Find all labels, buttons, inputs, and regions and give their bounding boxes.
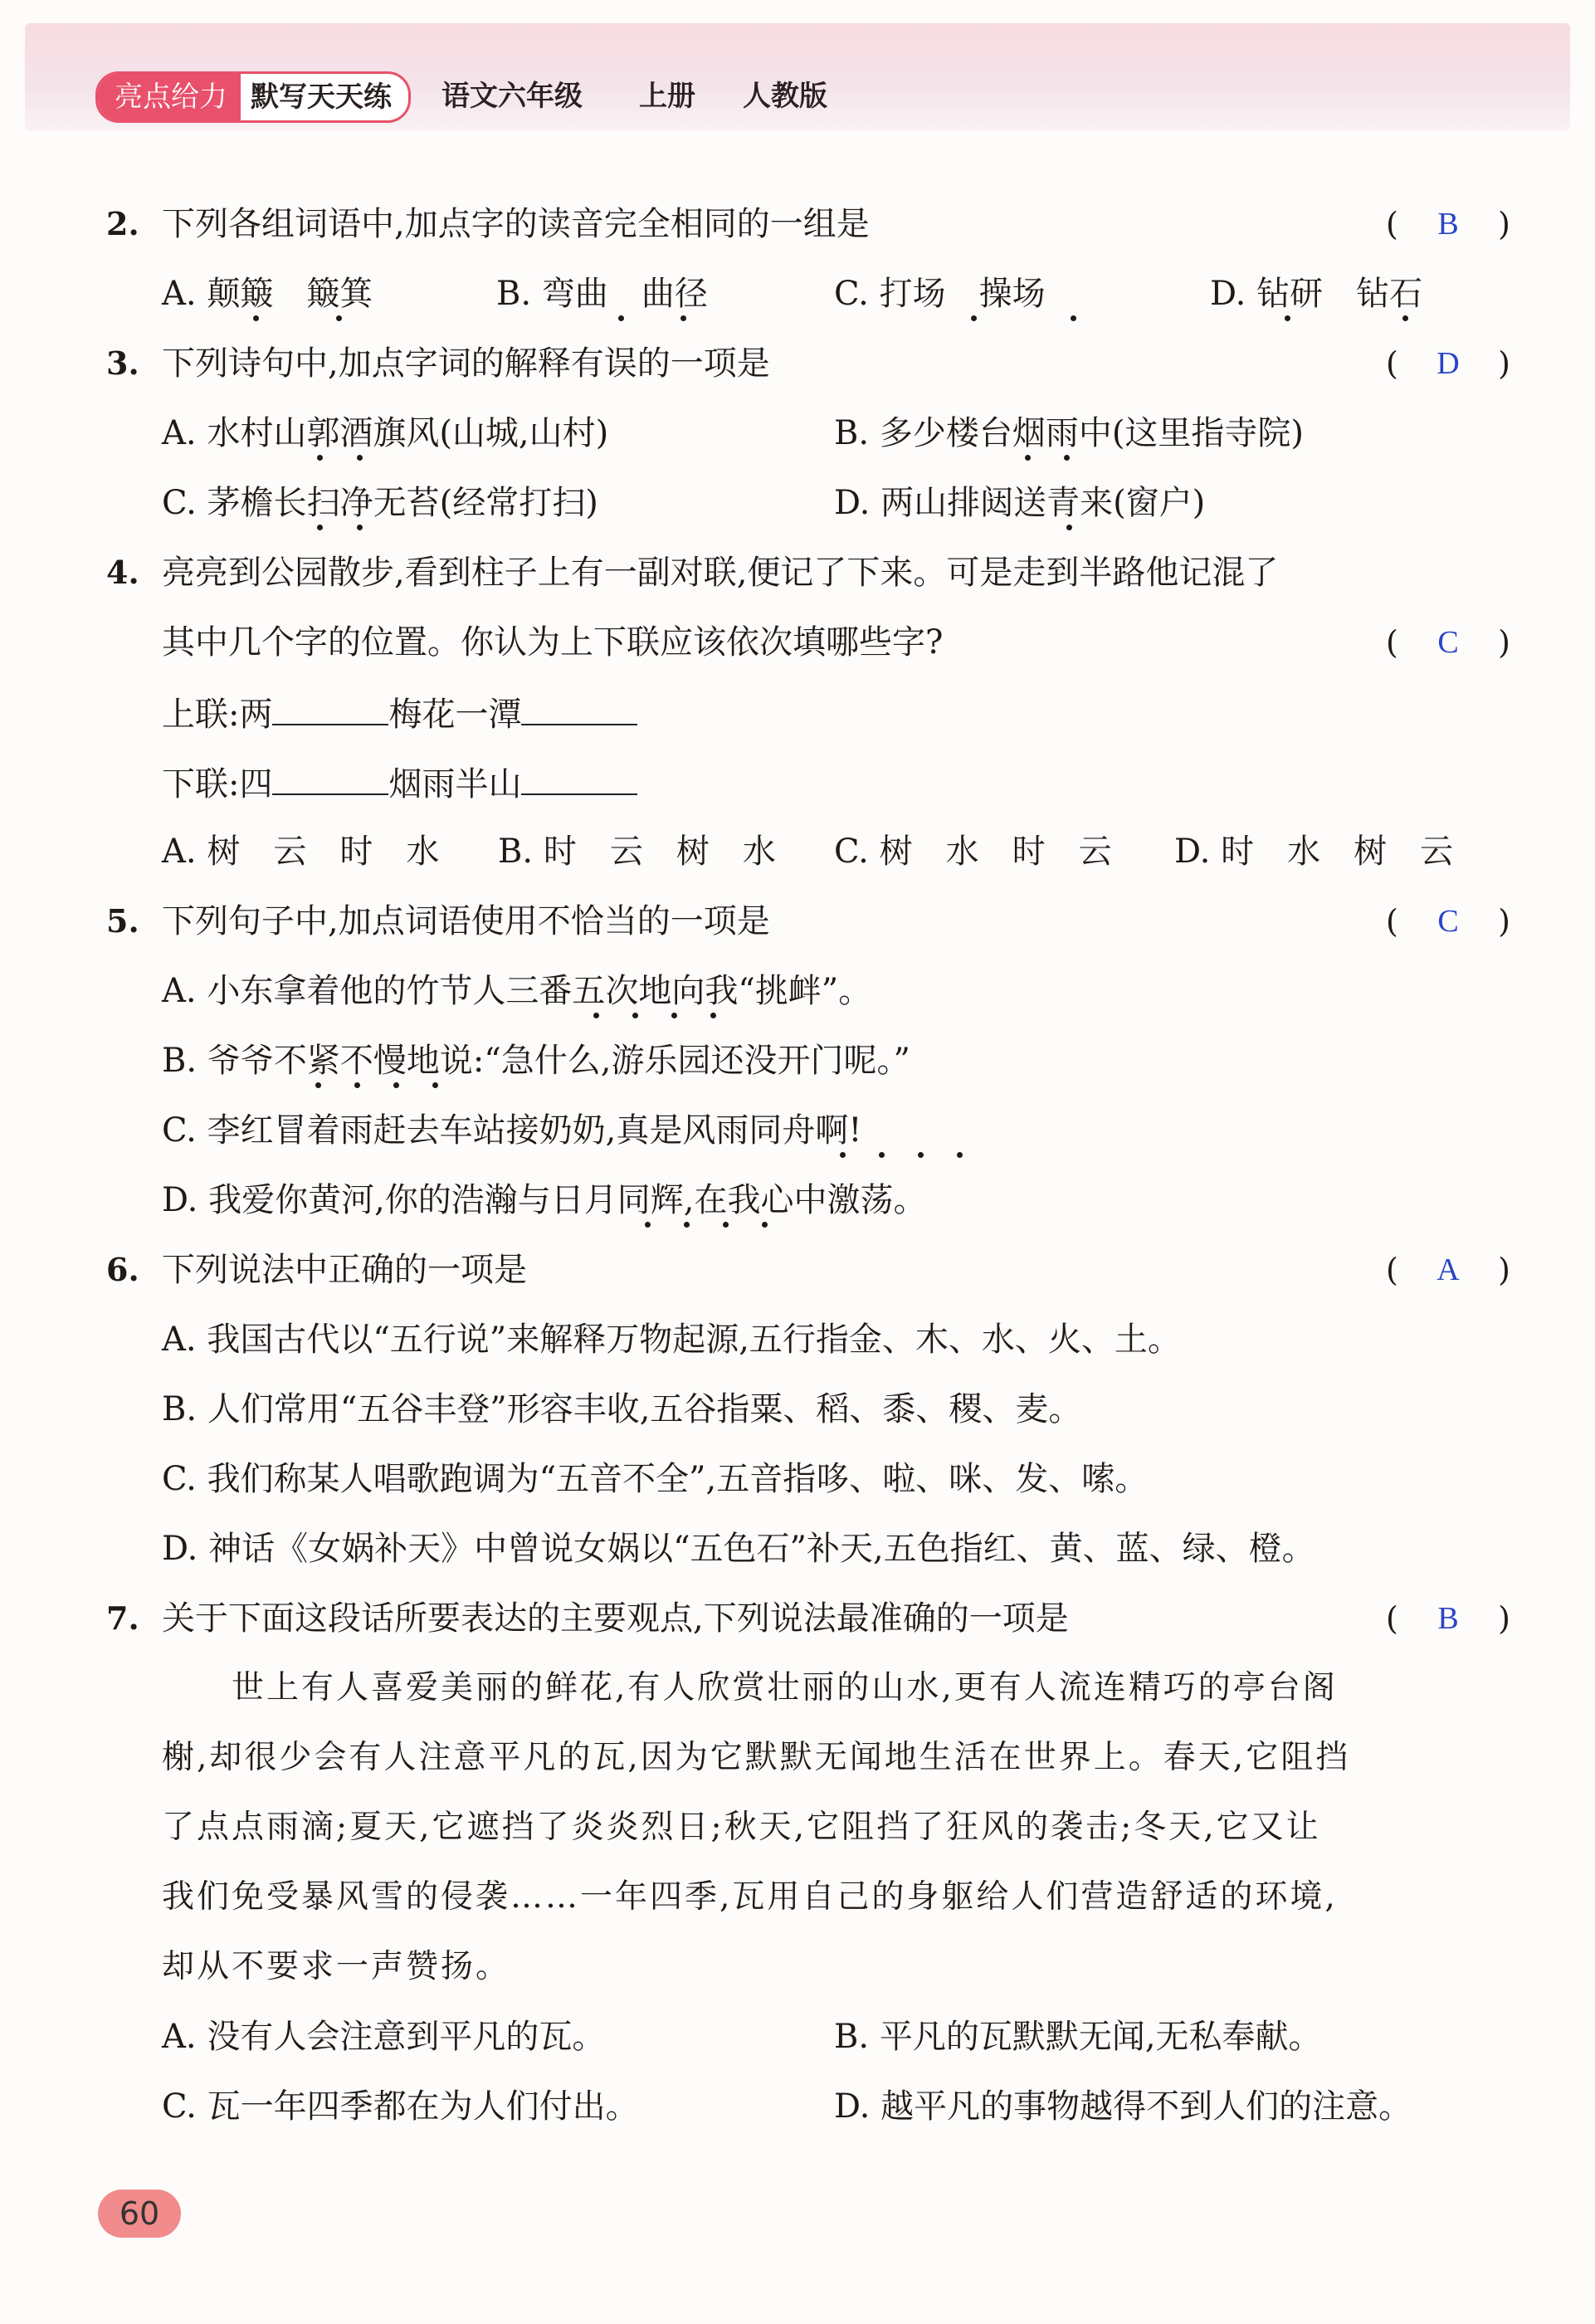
emphasis-dot bbox=[393, 1082, 399, 1088]
series-brand-badge bbox=[95, 71, 411, 123]
emphasis-dot bbox=[645, 1222, 651, 1228]
emphasis-dot bbox=[1025, 455, 1031, 461]
passage-line: 榭,却很少会有人注意平凡的瓦,因为它默默无闻地生活在世界上。春天,它阻挡 bbox=[162, 1739, 1351, 1776]
option-b: B. 弯曲 曲径 bbox=[496, 275, 708, 313]
emphasis-dot bbox=[1402, 315, 1408, 321]
option-c: C. 瓦一年四季都在为人们付出。 bbox=[162, 2087, 639, 2126]
paren-open: ( bbox=[1386, 206, 1398, 242]
emphasis-dot bbox=[671, 1013, 677, 1018]
paren-open: ( bbox=[1386, 345, 1398, 382]
answer-value: C bbox=[1437, 904, 1459, 939]
emphasis-dot bbox=[1066, 525, 1072, 530]
emphasis-dot bbox=[1071, 315, 1076, 321]
couplet-lower bbox=[162, 757, 637, 809]
option-a: A. 我国古代以“五行说”来解释万物起源,五行指金、木、水、火、土。 bbox=[162, 1321, 1181, 1359]
option-d: D. 越平凡的事物越得不到人们的注意。 bbox=[834, 2087, 1412, 2126]
passage-line: 了点点雨滴;夏天,它遮挡了炎炎烈日;秋天,它阻挡了狂风的袭击;冬天,它又让 bbox=[162, 1809, 1321, 1846]
passage-line: 我们免受暴风雪的侵袭……一年四季,瓦用自己的身躯给人们营造舒适的环境, bbox=[162, 1878, 1338, 1916]
question-number: 2. bbox=[106, 205, 139, 242]
answer-box bbox=[1386, 199, 1510, 249]
paren-open: ( bbox=[1386, 1600, 1398, 1637]
answer-value: A bbox=[1436, 1252, 1460, 1287]
question-stem: 下列说法中正确的一项是 bbox=[162, 1251, 527, 1289]
option-c: C. 李红冒着雨赶去车站接奶奶,真是风雨同舟啊! bbox=[162, 1111, 862, 1150]
option-a: A. 水村山郭酒旗风(山城,山村) bbox=[162, 414, 609, 452]
emphasis-dot bbox=[1064, 455, 1070, 461]
option-c: C. 我们称某人唱歌跑调为“五音不全”,五音指哆、啦、咪、发、嗦。 bbox=[162, 1460, 1149, 1498]
emphasis-dot bbox=[1285, 315, 1290, 321]
option-b: B. 时 云 树 水 bbox=[498, 832, 776, 871]
emphasis-dot bbox=[879, 1152, 885, 1158]
fill-blank bbox=[272, 687, 388, 725]
option-c: C. 打场 操场 bbox=[834, 275, 1046, 313]
option-a: A. 没有人会注意到平凡的瓦。 bbox=[162, 2018, 606, 2056]
option-a: A. 小东拿着他的竹节人三番五次地向我“挑衅”。 bbox=[162, 972, 872, 1010]
fill-blank bbox=[521, 687, 637, 725]
option-a: A. 树 云 时 水 bbox=[162, 832, 440, 871]
emphasis-dot bbox=[840, 1152, 846, 1158]
emphasis-dot bbox=[918, 1152, 924, 1158]
answer-value: B bbox=[1437, 207, 1459, 242]
paren-close: ) bbox=[1498, 1252, 1510, 1288]
question-stem: 下列诗句中,加点字词的解释有误的一项是 bbox=[162, 344, 770, 383]
option-d: D. 我爱你黄河,你的浩瀚与日月同辉,在我心中激荡。 bbox=[162, 1181, 927, 1219]
paren-close: ) bbox=[1498, 624, 1510, 661]
emphasis-dot bbox=[357, 525, 363, 530]
page-number: 60 bbox=[98, 2190, 181, 2238]
emphasis-dot bbox=[971, 315, 977, 321]
paren-close: ) bbox=[1498, 206, 1510, 242]
edition-label: 人教版 bbox=[743, 80, 827, 113]
answer-box bbox=[1386, 1245, 1510, 1295]
fill-blank bbox=[272, 757, 388, 795]
subject-grade: 语文六年级 bbox=[441, 80, 583, 113]
emphasis-dot bbox=[957, 1152, 963, 1158]
emphasis-dot bbox=[317, 455, 323, 461]
paren-open: ( bbox=[1386, 903, 1398, 940]
emphasis-dot bbox=[723, 1222, 729, 1228]
emphasis-dot bbox=[317, 525, 323, 530]
answer-box bbox=[1386, 339, 1510, 388]
paren-open: ( bbox=[1386, 624, 1398, 661]
emphasis-dot bbox=[680, 315, 686, 321]
option-b: B. 爷爷不紧不慢地说:“急什么,游乐园还没开门呢。” bbox=[162, 1042, 910, 1080]
answer-box bbox=[1386, 618, 1510, 667]
answer-value: B bbox=[1437, 1601, 1459, 1636]
paren-open: ( bbox=[1386, 1252, 1398, 1288]
emphasis-dot bbox=[432, 1082, 438, 1088]
emphasis-dot bbox=[618, 315, 624, 321]
option-d: D. 时 水 树 云 bbox=[1174, 832, 1454, 871]
emphasis-dot bbox=[684, 1222, 690, 1228]
couplet-lower-start: 下联:四 bbox=[162, 765, 273, 803]
answer-box bbox=[1386, 896, 1510, 946]
answer-value: C bbox=[1437, 625, 1459, 660]
question-stem: 下列句子中,加点词语使用不恰当的一项是 bbox=[162, 902, 770, 940]
fill-blank bbox=[521, 757, 637, 795]
question-stem-line-2: 其中几个字的位置。你认为上下联应该依次填哪些字? bbox=[162, 623, 944, 662]
question-number: 4. bbox=[106, 554, 139, 591]
question-number: 5. bbox=[106, 902, 139, 940]
emphasis-dot bbox=[315, 1082, 321, 1088]
couplet-upper-start: 上联:两 bbox=[162, 696, 273, 734]
passage-line: 世上有人喜爱美丽的鲜花,有人欣赏壮丽的山水,更有人流连精巧的亭台阁 bbox=[162, 1669, 1338, 1706]
volume-label: 上册 bbox=[639, 80, 695, 113]
book-title: 默写天天练 bbox=[251, 81, 392, 114]
question-stem: 关于下面这段话所要表达的主要观点,下列说法最准确的一项是 bbox=[162, 1599, 1069, 1638]
emphasis-dot bbox=[357, 455, 363, 461]
option-d: D. 两山排闼送青来(窗户) bbox=[834, 484, 1206, 522]
option-b: B. 多少楼台烟雨中(这里指寺院) bbox=[834, 414, 1305, 452]
emphasis-dot bbox=[762, 1222, 768, 1228]
emphasis-dot bbox=[354, 1082, 360, 1088]
option-c: C. 茅檐长扫净无苔(经常打扫) bbox=[162, 484, 598, 522]
passage-line: 却从不要求一声赞扬。 bbox=[162, 1948, 511, 1985]
couplet-lower-middle: 烟雨半山 bbox=[388, 765, 522, 803]
option-b: B. 人们常用“五谷丰登”形容丰收,五谷指粟、稻、黍、稷、麦。 bbox=[162, 1390, 1082, 1428]
emphasis-dot bbox=[336, 315, 342, 321]
question-number: 7. bbox=[106, 1599, 139, 1637]
emphasis-dot bbox=[710, 1013, 716, 1018]
option-d: D. 神话《女娲补天》中曾说女娲以“五色石”补天,五色指红、黄、蓝、绿、橙。 bbox=[162, 1530, 1315, 1568]
question-stem-line-1: 亮亮到公园散步,看到柱子上有一副对联,便记了下来。可是走到半路他记混了 bbox=[162, 554, 1279, 592]
paren-close: ) bbox=[1498, 345, 1510, 382]
option-a: A. 颠簸 簸箕 bbox=[162, 275, 373, 313]
question-stem: 下列各组词语中,加点字的读音完全相同的一组是 bbox=[162, 205, 870, 243]
paren-close: ) bbox=[1498, 903, 1510, 940]
option-d: D. 钻研 钻石 bbox=[1210, 275, 1423, 313]
question-number: 6. bbox=[106, 1251, 139, 1288]
couplet-upper-middle: 梅花一潭 bbox=[388, 696, 522, 734]
brand-name: 亮点给力 bbox=[98, 74, 241, 120]
emphasis-dot bbox=[593, 1013, 599, 1018]
emphasis-dot bbox=[253, 315, 259, 321]
option-b: B. 平凡的瓦默默无闻,无私奉献。 bbox=[834, 2018, 1322, 2056]
answer-box bbox=[1386, 1594, 1510, 1643]
emphasis-dot bbox=[632, 1013, 638, 1018]
paren-close: ) bbox=[1498, 1600, 1510, 1637]
question-number: 3. bbox=[106, 344, 139, 382]
option-c: C. 树 水 时 云 bbox=[834, 832, 1112, 871]
answer-value: D bbox=[1436, 346, 1460, 381]
couplet-upper bbox=[162, 687, 637, 740]
